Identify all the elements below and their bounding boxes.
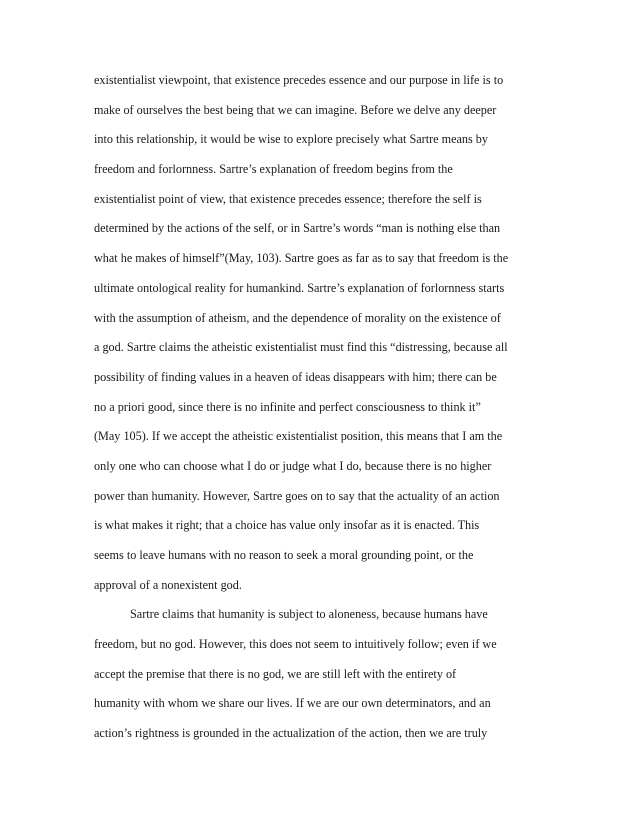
text-line: humanity with whom we share our lives. If we are our own determinators, and an [94, 696, 491, 711]
text-line: a god. Sartre claims the atheistic existentialist must find this “distressing, because all [94, 340, 508, 355]
text-line: what he makes of himself”(May, 103). Sartre goes as far as to say that freedom is the [94, 251, 509, 266]
text-line: (May 105). If we accept the atheistic existentialist position, this means that I am the [94, 429, 503, 444]
text-line: freedom, but no god. However, this does not seem to intuitively follow; even if we [94, 637, 497, 652]
text-line: seems to leave humans with no reason to seek a moral grounding point, or the [94, 548, 474, 562]
text-line: into this relationship, it would be wise to explore precisely what Sartre means by [94, 132, 488, 147]
text-line: approval of a nonexistent god. [94, 577, 242, 592]
text-line: power than humanity. However, Sartre goes on to say that the actuality of an action [94, 488, 500, 503]
text-line: Sartre claims that humanity is subject to aloneness, because humans have [130, 607, 488, 622]
text-line: accept the premise that there is no god, we are still left with the entirety of [94, 666, 457, 681]
text-line: determined by the actions of the self, or in Sartre’s words “man is nothing else than [94, 221, 501, 236]
text-line: with the assumption of atheism, and the dependence of morality on the existence of [94, 310, 501, 325]
text-line: existentialist point of view, that existence precedes essence; therefore the self is [94, 191, 482, 206]
text-line: make of ourselves the best being that we can imagine. Before we delve any deeper [94, 102, 497, 117]
text-line: freedom and forlornness. Sartre’s explanation of freedom begins from the [94, 162, 453, 177]
body-text [94, 70, 554, 753]
text-line: is what makes it right; that a choice has value only insofar as it is enacted. This [94, 518, 480, 533]
text-line: existentialist viewpoint, that existence precedes essence and our purpose in life is to [94, 73, 504, 87]
text-line: action’s rightness is grounded in the actualization of the action, then we are truly [94, 726, 488, 741]
text-line: no a priori good, since there is no infinite and perfect consciousness to think it” [94, 399, 481, 414]
text-line: possibility of finding values in a heaven of ideas disappears with him; there can be [94, 369, 497, 384]
text-line: only one who can choose what I do or judge what I do, because there is no higher [94, 458, 492, 473]
text-line: ultimate ontological reality for humankind. Sartre’s explanation of forlornness starts [94, 280, 505, 295]
